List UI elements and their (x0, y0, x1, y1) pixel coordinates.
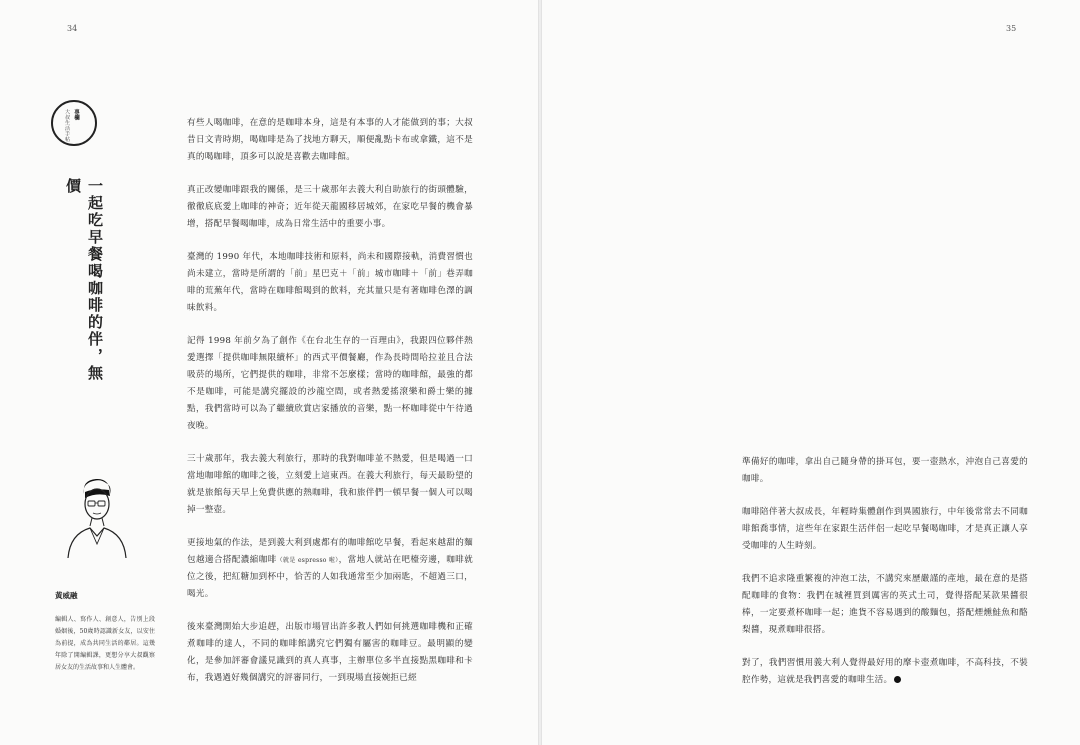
paragraph: 咖啡陪伴著大叔成長，年輕時集體創作到異國旅行，中年後常常去不同咖啡館喬事情，這些年在家跟生活伴侶一起吃早餐喝咖啡，才是真正讓人享受咖啡的人生時刻。 (742, 507, 1028, 551)
badge-subtitle: 大叔生活手帖 (64, 109, 70, 142)
paragraph (742, 655, 1028, 689)
paragraph: 記得 1998 年前夕為了創作《在台北生存的一百理由》，我跟四位夥伴熱愛選擇「提供咖啡無限續杯」的西式平價餐廳，作為長時間哈拉並且合法吸菸的場所，它們提供的咖啡，非常不怎麼樣；當時的咖啡館，最強的都不是咖啡，可能是講究擺設的沙龍空間，或者熱愛搖滾樂和爵士樂的據點，我們當時可以為了繼續欣賞店家播放的音樂，點一杯咖啡從中午待過夜晚。 (187, 336, 473, 431)
end-mark-icon (894, 676, 901, 683)
paragraph (187, 535, 473, 603)
left-page (0, 0, 538, 745)
right-page (542, 0, 1080, 745)
paragraph: 有些人喝咖啡，在意的是咖啡本身，這是有本事的人才能做到的事；大叔昔日文青時期，喝咖啡是為了找地方聊天，順便亂點卡布或拿鐵，這不是真的喝咖啡，頂多可以說是喜歡去咖啡館。 (187, 118, 473, 162)
paragraph: 臺灣的 1990 年代，本地咖啡技術和原料，尚未和國際接軌，消費習慣也尚未建立，當時是所謂的「前」星巴克＋「前」城市咖啡＋「前」巷弄咖啡的荒蕪年代，當時在咖啡館喝到的飲料，充其量只是有著咖啡色澤的調味飲料。 (187, 252, 473, 313)
paragraph: 三十歲那年，我去義大利旅行，那時的我對咖啡並不熱愛，但是喝過一口當地咖啡館的咖啡之後，立刻愛上這東西。在義大利旅行，每天最盼望的就是旅館每天早上免費供應的熱咖啡，我和旅伴們一頓早餐一個人可以喝掉一整壺。 (187, 454, 473, 515)
author-portrait-illustration (64, 474, 128, 560)
right-body-column (742, 454, 1028, 705)
paragraph-text: 更接地氣的作法，是到義大利到處都有的咖啡館吃早餐，看起來越甜的麵包越適合搭配濃縮咖啡 (187, 538, 473, 565)
paragraph: 我們不追求隆重繁複的沖泡工法，不講究來歷嚴謹的產地，最在意的是搭配咖啡的食物：我們在城裡買到厲害的英式土司，覺得搭配某款果醬很棒，一定要煮杯咖啡一起；進貨不容易遇到的酸麵包，搭配煙燻鮭魚和酪梨醬，現煮咖啡很搭。 (742, 574, 1028, 635)
paragraph: 後來臺灣開始大步追趕，出版市場冒出許多教人們如何挑選咖啡機和正確煮咖啡的達人，不同的咖啡館講究它們獨有屬害的咖啡豆。最明顯的變化，是參加評審會議見識到的真人真事，主辦單位多半直接點黑咖啡和卡布，我遇過好幾個講究的評審同行，一到現場直接婉拒已經 (187, 622, 473, 683)
column-badge (51, 100, 97, 146)
article-title: 一起吃早餐喝咖啡的伴，無價 (64, 178, 104, 382)
left-body-column (187, 115, 473, 703)
page-number-left: 34 (67, 24, 78, 33)
author-name: 黃威融 (55, 591, 78, 600)
paragraph: 真正改變咖啡跟我的關係，是三十歲那年去義大利自助旅行的街頭體驗，徹徹底底愛上咖啡的神奇；近年從天龍國移居城郊，在家吃早餐的機會暴增，搭配早餐喝咖啡，成為日常生活中的重要小事。 (187, 185, 473, 229)
parenthetical-note: （就是 espresso 啦） (276, 557, 339, 564)
badge-series-label: 專欄 (73, 109, 79, 120)
paragraph-text: ，當地人就站在吧檯旁邊，咖啡就位之後，把紅糖加到杯中，恰苦的人如我通常至少加兩匙，不超過三口，喝光。 (187, 555, 473, 599)
paragraph-text: 對了，我們習慣用義大利人覺得最好用的摩卡壺煮咖啡，不高科技，不裝腔作勢，這就是我們喜愛的咖啡生活。 (742, 658, 1028, 685)
paragraph: 準備好的咖啡，拿出自己隨身帶的掛耳包，要一壺熱水，沖泡自己喜愛的咖啡。 (742, 457, 1028, 484)
author-bio: 編輯人、寫作人、創意人，告別上段婚姻後，50歲時認識新女友，以安住為前提，成為共同生活的鄰居。這幾年除了開編輯課，更想分享大叔觀察居女友的生活故事和人生體會。 (55, 616, 155, 671)
page-number-right: 35 (1006, 24, 1017, 33)
